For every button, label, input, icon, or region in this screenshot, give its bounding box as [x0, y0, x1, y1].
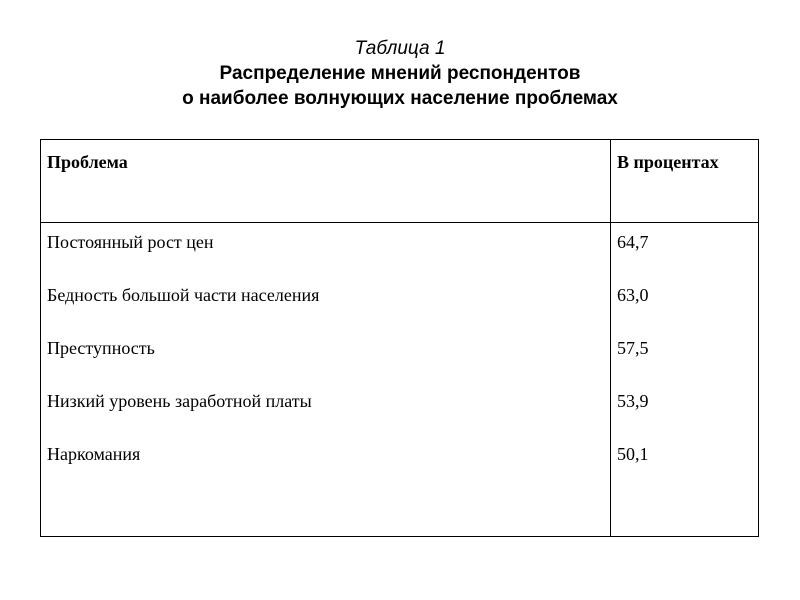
problem-item: Наркомания	[47, 444, 141, 464]
table-header-row	[41, 140, 759, 223]
table-title-line-2: о наиболее волнующих население проблемах	[182, 88, 618, 109]
table-caption	[0, 36, 800, 111]
problem-column-cell	[41, 223, 611, 537]
percent-value: 50,1	[617, 444, 649, 464]
percent-value: 63,0	[617, 285, 649, 305]
problem-item: Постоянный рост цен	[47, 232, 214, 252]
problem-item: Низкий уровень заработной платы	[47, 391, 312, 411]
header-percent-label: В процентах	[617, 152, 719, 172]
table-title-line-1: Распределение мнений респондентов	[219, 63, 581, 84]
percent-value: 57,5	[617, 338, 649, 358]
table-body-row	[41, 223, 759, 537]
percent-value: 64,7	[617, 232, 649, 252]
table-number: Таблица 1	[354, 38, 446, 59]
header-problem-label: Проблема	[47, 152, 128, 172]
percent-value: 53,9	[617, 391, 649, 411]
percent-column-cell	[611, 223, 759, 537]
percent-list	[611, 223, 758, 494]
problem-item: Бедность большой части населения	[47, 285, 320, 305]
problem-list	[41, 223, 610, 494]
header-cell-problem	[41, 140, 611, 223]
problem-item: Преступность	[47, 338, 155, 358]
opinion-table	[40, 139, 759, 537]
header-cell-percent	[611, 140, 759, 223]
